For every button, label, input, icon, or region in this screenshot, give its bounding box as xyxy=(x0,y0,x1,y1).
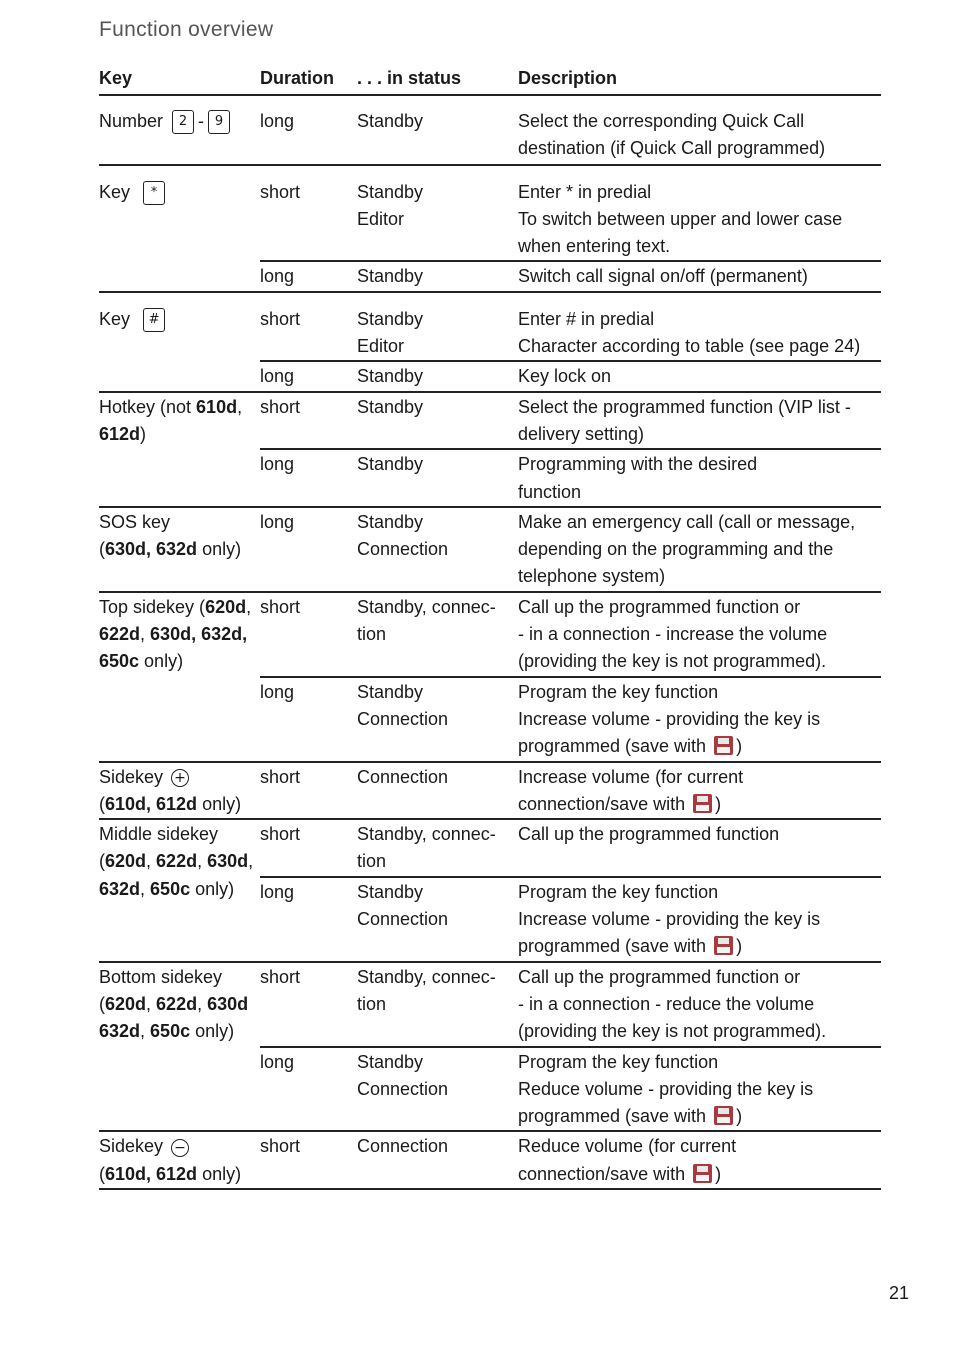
description-line: programmed (save with xyxy=(518,936,712,957)
duration-cell: long xyxy=(260,511,295,532)
description-cell xyxy=(518,509,881,591)
table-row xyxy=(260,508,881,591)
status-line: Connection xyxy=(357,1078,449,1099)
description-line: Programming with the desired xyxy=(518,454,758,475)
description-line: destination (if Quick Call programmed) xyxy=(518,138,826,159)
description-line: Enter * in predial xyxy=(518,181,652,202)
table-row xyxy=(260,876,881,961)
description-line: ) xyxy=(715,793,722,814)
key-cell xyxy=(99,107,260,163)
model-name: 622d xyxy=(99,624,141,645)
key-text: only) xyxy=(197,539,242,560)
key-text: ( xyxy=(99,1163,105,1184)
key-text: only) xyxy=(197,793,242,814)
key-text: only) xyxy=(197,1163,242,1184)
description-line: (providing the key is not programmed). xyxy=(518,651,827,672)
table-row xyxy=(260,1132,881,1188)
description-line: Call up the programmed function or xyxy=(518,966,801,987)
description-line: ) xyxy=(715,1163,722,1184)
status-cell xyxy=(357,306,518,361)
key-cell xyxy=(99,305,260,391)
model-name: 632d xyxy=(99,1021,141,1042)
description-cell: Switch call signal on/off (permanent) xyxy=(518,266,808,287)
minus-circle-icon: − xyxy=(171,1139,189,1157)
description-line: Select the programmed function (VIP list - xyxy=(518,396,851,417)
status-cell xyxy=(357,964,518,1046)
description-line: Character according to table (see page 24) xyxy=(518,336,861,357)
key-text: only) xyxy=(139,651,184,672)
model-name: 620d xyxy=(105,993,147,1014)
status-line: tion xyxy=(357,624,387,645)
status-line: Standby, connec- xyxy=(357,824,496,845)
description-cell xyxy=(518,394,881,449)
key-text: Bottom sidekey xyxy=(99,966,223,987)
model-name: 630d, 632d, xyxy=(150,624,248,645)
table-row xyxy=(260,305,881,361)
model-name: 612d xyxy=(99,423,141,444)
model-name: 632d xyxy=(99,878,141,899)
duration-cell: long xyxy=(260,881,295,902)
table-group xyxy=(99,963,881,1133)
description-line: ) xyxy=(736,736,743,757)
duration-cell: long xyxy=(260,111,295,131)
model-name: 622d xyxy=(156,851,198,872)
status-line: Standby xyxy=(357,881,424,902)
table-group xyxy=(99,96,881,166)
duration-cell: short xyxy=(260,824,301,845)
status-line: Standby xyxy=(357,511,424,532)
key-text: ( xyxy=(99,539,105,560)
description-line: Increase volume (for current xyxy=(518,766,744,787)
key-text: Hotkey (not xyxy=(99,396,197,417)
model-name: 610d, 612d xyxy=(105,793,198,814)
duration-cell: long xyxy=(260,366,295,387)
key-text: Top sidekey ( xyxy=(99,596,206,617)
range-separator: - xyxy=(198,111,205,131)
status-line: tion xyxy=(357,993,387,1014)
description-line: To switch between upper and lower case xyxy=(518,208,843,229)
table-group xyxy=(99,820,881,962)
duration-cell: short xyxy=(260,1136,301,1157)
description-cell xyxy=(518,108,881,163)
header-status: . . . in status xyxy=(357,68,462,88)
description-line: Increase volume - providing the key is xyxy=(518,909,821,930)
duration-cell: short xyxy=(260,766,301,787)
description-line: Select the corresponding Quick Call xyxy=(518,111,805,131)
floppy-disk-icon xyxy=(693,1164,712,1183)
section-title: Function overview xyxy=(99,18,274,41)
description-cell xyxy=(518,764,881,819)
header-description: Description xyxy=(518,68,618,88)
status-line: Editor xyxy=(357,336,405,357)
table-header xyxy=(99,64,881,96)
key-text: ( xyxy=(99,851,105,872)
key-text: , xyxy=(197,993,208,1014)
floppy-disk-icon xyxy=(714,936,733,955)
key-cell xyxy=(99,508,260,591)
description-cell xyxy=(518,1049,881,1131)
status-cell: Standby xyxy=(357,396,424,417)
key-cell xyxy=(99,963,260,1131)
table-group xyxy=(99,1132,881,1190)
key-2-icon: 2 xyxy=(172,110,194,134)
key-text: , xyxy=(140,1021,151,1042)
function-table xyxy=(99,64,881,1190)
header-duration: Duration xyxy=(260,68,334,88)
status-cell xyxy=(357,594,518,676)
key-text: , xyxy=(140,624,151,645)
key-text: , xyxy=(146,993,157,1014)
description-line: (providing the key is not programmed). xyxy=(518,1021,827,1042)
page-number: 21 xyxy=(889,1283,910,1303)
description-cell xyxy=(518,679,881,761)
key-text: , xyxy=(237,396,243,417)
table-row xyxy=(260,820,881,876)
key-text: ( xyxy=(99,993,105,1014)
description-cell xyxy=(518,1133,881,1188)
description-line: Enter # in predial xyxy=(518,308,655,329)
table-row xyxy=(260,1046,881,1131)
key-label: Key xyxy=(99,181,131,202)
hash-key-icon: # xyxy=(143,308,165,332)
table-group xyxy=(99,293,881,393)
status-cell xyxy=(357,821,518,876)
key-9-icon: 9 xyxy=(208,110,230,134)
duration-cell: short xyxy=(260,396,301,417)
duration-cell: short xyxy=(260,308,301,329)
key-text: , xyxy=(146,851,157,872)
status-cell: Connection xyxy=(357,766,449,787)
duration-cell: short xyxy=(260,966,301,987)
description-line: Call up the programmed function or xyxy=(518,596,801,617)
status-line: Standby, connec- xyxy=(357,966,496,987)
table-group xyxy=(99,763,881,821)
model-name: 620d xyxy=(205,596,247,617)
key-cell xyxy=(99,763,260,819)
duration-cell: long xyxy=(260,1051,295,1072)
description-line: - in a connection - reduce the volume xyxy=(518,993,815,1014)
key-text: only) xyxy=(190,878,235,899)
key-text: Sidekey xyxy=(99,1136,164,1157)
floppy-disk-icon xyxy=(693,794,712,813)
status-line: tion xyxy=(357,851,387,872)
table-row xyxy=(260,963,881,1046)
status-cell: Standby xyxy=(357,366,424,387)
duration-cell: short xyxy=(260,181,301,202)
duration-cell: long xyxy=(260,454,295,475)
status-cell xyxy=(357,679,518,761)
key-cell xyxy=(99,593,260,761)
table-group xyxy=(99,166,881,293)
description-line: function xyxy=(518,481,582,502)
status-line: Standby xyxy=(357,308,424,329)
key-text: , xyxy=(197,851,208,872)
description-line: depending on the programming and the xyxy=(518,539,834,560)
status-line: Standby xyxy=(357,681,424,702)
table-row xyxy=(260,260,881,290)
model-name: 610d xyxy=(196,396,238,417)
key-label: Number xyxy=(99,111,164,131)
description-cell xyxy=(518,306,881,361)
status-cell xyxy=(357,879,518,961)
status-line: Editor xyxy=(357,208,405,229)
description-line: Program the key function xyxy=(518,881,719,902)
status-line: Standby, connec- xyxy=(357,596,496,617)
star-key-icon: * xyxy=(143,181,165,205)
table-row xyxy=(260,448,881,506)
model-name: 630d xyxy=(207,993,249,1014)
model-name: 620d xyxy=(105,851,147,872)
key-cell xyxy=(99,1132,260,1188)
table-group xyxy=(99,593,881,763)
status-line: Standby xyxy=(357,1051,424,1072)
description-line: programmed (save with xyxy=(518,736,712,757)
status-cell: Standby xyxy=(357,454,424,475)
model-name: 650c xyxy=(150,1021,191,1042)
table-row xyxy=(260,763,881,819)
table-group xyxy=(99,393,881,508)
description-cell xyxy=(518,879,881,961)
key-text: , xyxy=(246,596,252,617)
key-text: only) xyxy=(190,1021,235,1042)
header-key: Key xyxy=(99,68,133,88)
description-line: Program the key function xyxy=(518,1051,719,1072)
table-row xyxy=(260,593,881,676)
table-group xyxy=(99,508,881,593)
key-cell xyxy=(99,393,260,506)
model-name: 650c xyxy=(99,651,140,672)
plus-circle-icon: + xyxy=(171,769,189,787)
description-line: - in a connection - increase the volume xyxy=(518,624,828,645)
model-name: 630d xyxy=(207,851,249,872)
status-line: Connection xyxy=(357,708,449,729)
description-line: connection/save with xyxy=(518,1163,691,1184)
description-cell xyxy=(518,964,881,1046)
key-text: ) xyxy=(140,423,147,444)
key-cell xyxy=(99,178,260,291)
duration-cell: long xyxy=(260,266,295,287)
status-cell: Connection xyxy=(357,1136,449,1157)
status-line: Connection xyxy=(357,909,449,930)
description-line: Make an emergency call (call or message, xyxy=(518,511,856,532)
status-cell: Standby xyxy=(357,111,424,131)
table-row xyxy=(260,360,881,390)
description-line: ) xyxy=(736,1106,743,1127)
description-line: when entering text. xyxy=(518,236,671,257)
floppy-disk-icon xyxy=(714,1106,733,1125)
model-name: 650c xyxy=(150,878,191,899)
description-cell: Call up the programmed function xyxy=(518,824,780,845)
key-text: SOS key xyxy=(99,511,171,532)
status-line: Standby xyxy=(357,181,424,202)
table-row xyxy=(260,676,881,761)
status-cell xyxy=(357,1049,518,1131)
description-line: Increase volume - providing the key is xyxy=(518,708,821,729)
description-cell xyxy=(518,594,881,676)
key-cell xyxy=(99,820,260,960)
duration-cell: short xyxy=(260,596,301,617)
model-name: 622d xyxy=(156,993,198,1014)
table-row xyxy=(260,178,881,261)
description-cell xyxy=(518,451,881,506)
floppy-disk-icon xyxy=(714,736,733,755)
table-row xyxy=(260,393,881,449)
status-cell xyxy=(357,509,518,591)
key-text: Sidekey xyxy=(99,766,164,787)
description-cell: Key lock on xyxy=(518,366,612,387)
key-text: , xyxy=(248,851,254,872)
description-line: programmed (save with xyxy=(518,1106,712,1127)
duration-cell: long xyxy=(260,681,295,702)
description-line: ) xyxy=(736,936,743,957)
model-name: 630d, 632d xyxy=(105,539,198,560)
key-text: , xyxy=(140,878,151,899)
key-text: Middle sidekey xyxy=(99,824,219,845)
description-line: Reduce volume (for current xyxy=(518,1136,737,1157)
model-name: 610d, 612d xyxy=(105,1163,198,1184)
status-line: Connection xyxy=(357,539,449,560)
status-cell: Standby xyxy=(357,266,424,287)
description-line: telephone system) xyxy=(518,566,666,587)
description-line: Reduce volume - providing the key is xyxy=(518,1078,814,1099)
description-line: Program the key function xyxy=(518,681,719,702)
key-label: Key xyxy=(99,308,131,329)
description-line: connection/save with xyxy=(518,793,691,814)
description-cell xyxy=(518,179,881,261)
description-line: delivery setting) xyxy=(518,423,645,444)
status-cell xyxy=(357,179,518,261)
table-row xyxy=(260,107,881,163)
key-text: ( xyxy=(99,793,105,814)
